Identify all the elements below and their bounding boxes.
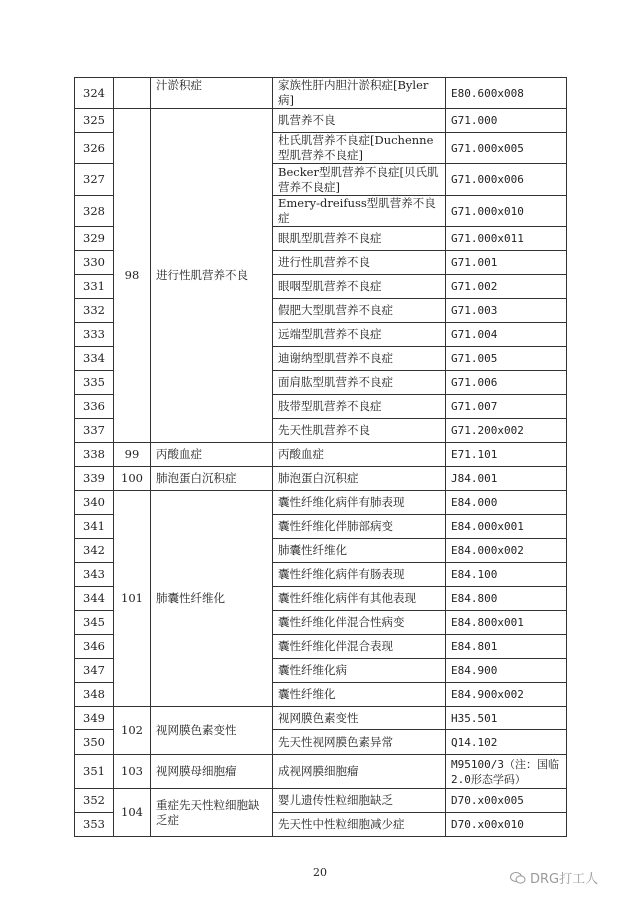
group-number: 102 — [114, 707, 151, 755]
row-number: 344 — [75, 587, 114, 611]
disease-name: Emery-dreifuss型肌营养不良症 — [273, 196, 446, 227]
row-number: 328 — [75, 196, 114, 227]
diagnosis-code: J84.001 — [446, 467, 567, 491]
page-number: 20 — [313, 866, 327, 879]
disease-name: 先天性中性粒细胞减少症 — [273, 813, 446, 837]
disease-name: 先天性视网膜色素异常 — [273, 730, 446, 755]
disease-name: 囊性纤维化病伴有其他表现 — [273, 587, 446, 611]
table-row — [75, 491, 567, 515]
disease-name: 成视网膜细胞瘤 — [273, 755, 446, 789]
group-name: 重症先天性粒细胞缺乏症 — [151, 789, 273, 837]
disease-name: 囊性纤维化病伴有肺表现 — [273, 491, 446, 515]
disease-name: 杜氏肌营养不良症[Duchenne型肌营养不良症] — [273, 133, 446, 164]
diagnosis-code: E84.801 — [446, 635, 567, 659]
diagnosis-code: G71.002 — [446, 275, 567, 299]
group-name: 视网膜母细胞瘤 — [151, 755, 273, 789]
disease-name: 家族性肝内胆汁淤积症[Byler病] — [273, 78, 446, 109]
diagnosis-code: E84.000 — [446, 491, 567, 515]
diagnosis-code: D70.x00x005 — [446, 789, 567, 813]
disease-name: 囊性纤维化伴肺部病变 — [273, 515, 446, 539]
group-name: 丙酸血症 — [151, 443, 273, 467]
diagnosis-code: G71.000x011 — [446, 227, 567, 251]
row-number: 348 — [75, 683, 114, 707]
row-number: 333 — [75, 323, 114, 347]
diagnosis-code: E84.800 — [446, 587, 567, 611]
diagnosis-code: Q14.102 — [446, 730, 567, 755]
row-number: 343 — [75, 563, 114, 587]
disease-name: 肺囊性纤维化 — [273, 539, 446, 563]
row-number: 335 — [75, 371, 114, 395]
disease-name: 眼咽型肌营养不良症 — [273, 275, 446, 299]
table-row — [75, 755, 567, 789]
row-number: 339 — [75, 467, 114, 491]
disease-name: 肌营养不良 — [273, 109, 446, 133]
diagnosis-code: G71.000x006 — [446, 164, 567, 196]
disease-name: 丙酸血症 — [273, 443, 446, 467]
row-number: 338 — [75, 443, 114, 467]
row-number: 352 — [75, 789, 114, 813]
row-number: 341 — [75, 515, 114, 539]
diagnosis-code: E84.900 — [446, 659, 567, 683]
row-number: 327 — [75, 164, 114, 196]
diagnosis-code: G71.001 — [446, 251, 567, 275]
group-number: 103 — [114, 755, 151, 789]
diagnosis-code: E84.000x002 — [446, 539, 567, 563]
disease-name: 迪谢纳型肌营养不良症 — [273, 347, 446, 371]
diagnosis-code: G71.006 — [446, 371, 567, 395]
group-number — [114, 78, 151, 109]
group-name: 视网膜色素变性 — [151, 707, 273, 755]
group-number: 101 — [114, 491, 151, 707]
row-number: 347 — [75, 659, 114, 683]
diagnosis-code: E84.000x001 — [446, 515, 567, 539]
row-number: 336 — [75, 395, 114, 419]
table-row — [75, 78, 567, 109]
diagnosis-code: E80.600x008 — [446, 78, 567, 109]
watermark-text: DRG打工人 — [530, 872, 599, 887]
diagnosis-code: E71.101 — [446, 443, 567, 467]
row-number: 353 — [75, 813, 114, 837]
table-row — [75, 707, 567, 730]
row-number: 325 — [75, 109, 114, 133]
diagnosis-code: G71.004 — [446, 323, 567, 347]
disease-name: 眼肌型肌营养不良症 — [273, 227, 446, 251]
watermark — [510, 868, 598, 887]
disease-name: 囊性纤维化伴混合性病变 — [273, 611, 446, 635]
disease-code-table — [74, 77, 567, 837]
disease-name: 肺泡蛋白沉积症 — [273, 467, 446, 491]
diagnosis-code: G71.000 — [446, 109, 567, 133]
disease-name: 面肩肱型肌营养不良症 — [273, 371, 446, 395]
disease-name: 囊性纤维化伴混合表现 — [273, 635, 446, 659]
disease-name: 先天性肌营养不良 — [273, 419, 446, 443]
group-number: 99 — [114, 443, 151, 467]
disease-name: Becker型肌营养不良症[贝氏肌营养不良症] — [273, 164, 446, 196]
row-number: 349 — [75, 707, 114, 730]
table-row — [75, 443, 567, 467]
disease-name: 远端型肌营养不良症 — [273, 323, 446, 347]
row-number: 334 — [75, 347, 114, 371]
diagnosis-code: G71.000x005 — [446, 133, 567, 164]
diagnosis-code: G71.007 — [446, 395, 567, 419]
table-row — [75, 789, 567, 813]
disease-name: 进行性肌营养不良 — [273, 251, 446, 275]
disease-name: 肢带型肌营养不良症 — [273, 395, 446, 419]
row-number: 329 — [75, 227, 114, 251]
diagnosis-code: G71.003 — [446, 299, 567, 323]
disease-name: 视网膜色素变性 — [273, 707, 446, 730]
table-row — [75, 467, 567, 491]
diagnosis-code: D70.x00x010 — [446, 813, 567, 837]
diagnosis-code: E84.100 — [446, 563, 567, 587]
disease-name: 囊性纤维化 — [273, 683, 446, 707]
row-number: 350 — [75, 730, 114, 755]
diagnosis-code: H35.501 — [446, 707, 567, 730]
diagnosis-code: E84.800x001 — [446, 611, 567, 635]
diagnosis-code: G71.200x002 — [446, 419, 567, 443]
row-number: 351 — [75, 755, 114, 789]
row-number: 324 — [75, 78, 114, 109]
row-number: 330 — [75, 251, 114, 275]
group-name: 肺泡蛋白沉积症 — [151, 467, 273, 491]
disease-name: 囊性纤维化病 — [273, 659, 446, 683]
disease-name: 假肥大型肌营养不良症 — [273, 299, 446, 323]
row-number: 346 — [75, 635, 114, 659]
group-name: 进行性肌营养不良 — [151, 109, 273, 443]
diagnosis-code: E84.900x002 — [446, 683, 567, 707]
row-number: 326 — [75, 133, 114, 164]
disease-name: 婴儿遗传性粒细胞缺乏 — [273, 789, 446, 813]
disease-name: 囊性纤维化病伴有肠表现 — [273, 563, 446, 587]
row-number: 340 — [75, 491, 114, 515]
group-name: 汁淤积症 — [151, 78, 273, 109]
row-number: 345 — [75, 611, 114, 635]
group-number: 100 — [114, 467, 151, 491]
group-name: 肺囊性纤维化 — [151, 491, 273, 707]
row-number: 331 — [75, 275, 114, 299]
group-number: 104 — [114, 789, 151, 837]
row-number: 332 — [75, 299, 114, 323]
diagnosis-code: M95100/3（注：国临2.0形态学码） — [446, 755, 567, 789]
group-number: 98 — [114, 109, 151, 443]
row-number: 337 — [75, 419, 114, 443]
wechat-icon — [510, 871, 526, 885]
table-row — [75, 109, 567, 133]
row-number: 342 — [75, 539, 114, 563]
diagnosis-code: G71.000x010 — [446, 196, 567, 227]
diagnosis-code: G71.005 — [446, 347, 567, 371]
